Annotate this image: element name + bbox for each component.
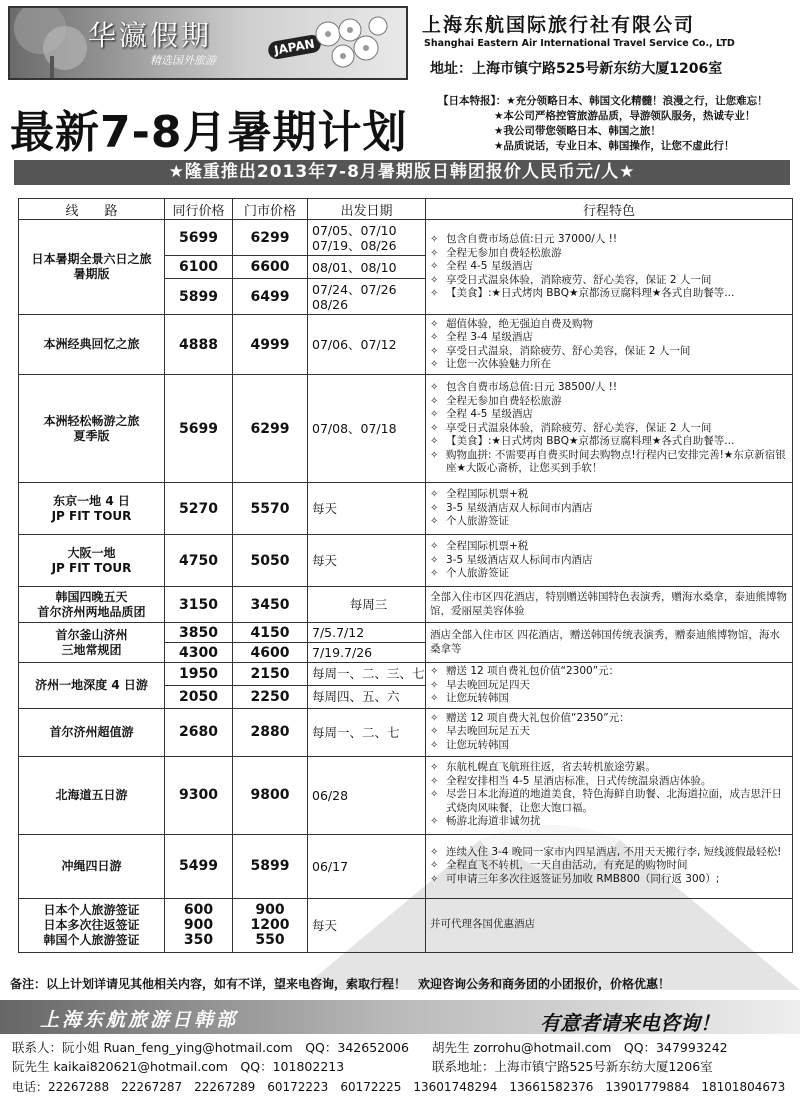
table-row xyxy=(19,834,793,898)
route-sub: 三地常规团 xyxy=(61,642,122,657)
title-row xyxy=(0,92,800,162)
retail-price: 6600 xyxy=(233,256,308,279)
route-cell xyxy=(19,220,165,315)
route-cell: 冲绳四日游 xyxy=(19,834,165,898)
retail-price: 5050 xyxy=(233,535,308,587)
call-us-text: 有意者请来电咨询！ xyxy=(540,1011,720,1035)
table-row xyxy=(19,220,793,256)
route-cell xyxy=(19,623,165,663)
departure-date: 每周一、二、七 xyxy=(308,708,426,756)
highlight-item: ✧ 早去晚回玩足五天 xyxy=(430,725,788,739)
route-name: 本洲轻松畅游之旅 xyxy=(43,413,140,428)
route-cell: 济州一地深度 4 日游 xyxy=(19,663,165,709)
highlight-item: ✧ 早去晚回玩足四天 xyxy=(430,679,788,693)
departure-date: 07/24、07/26 08/26 xyxy=(308,279,426,315)
retail-price: 4600 xyxy=(233,643,308,663)
route-cell: 首尔济州超值游 xyxy=(19,708,165,756)
highlight-item: ✧ 让您玩转韩国 xyxy=(430,692,788,706)
highlight-item: ✧ 【美食】:★日式烤肉 BBQ★京都汤豆腐料理★各式自助餐等... xyxy=(430,287,788,301)
table-row xyxy=(19,708,793,756)
highlight-item: ✧ 全程直飞不转机，一天自由活动，有充足的购物时间 xyxy=(430,859,788,873)
route-cell xyxy=(19,535,165,587)
trade-price: 4300 xyxy=(165,643,233,663)
logo-banner xyxy=(8,6,408,80)
col-retail-price: 门市价格 xyxy=(233,199,308,220)
route-cell xyxy=(19,483,165,535)
route-cell: 北海道五日游 xyxy=(19,756,165,834)
departure-date: 06/17 xyxy=(308,834,426,898)
col-trade-price: 同行价格 xyxy=(165,199,233,220)
col-route: 线 路 xyxy=(19,199,165,220)
highlight-item: ✧ 享受日式温泉体验，消除疲劳、舒心美容，保证 2 人一间 xyxy=(430,274,788,288)
highlight-item: ✧ 赠送 12 项自费大礼包价值“2350”元： xyxy=(430,712,788,726)
tour-price-table xyxy=(18,198,793,953)
route-sub: 暑期版 xyxy=(73,267,110,281)
highlight-item: ✧ 赠送 12 项自费礼包价值“2300”元： xyxy=(430,665,788,679)
logo-text: 华瀛假期 xyxy=(88,19,213,52)
highlight-item: ✧ 可申请三年多次往返签证另加收 RMB800（同行返 300）; xyxy=(430,873,788,887)
table-row xyxy=(19,663,793,686)
table-row xyxy=(19,535,793,587)
departure-date: 每周一、二、三、七 xyxy=(308,663,426,686)
route-sub: JP FIT TOUR xyxy=(51,508,132,523)
highlights-cell: 并可代理各国优惠酒店 xyxy=(426,898,793,952)
trade-price: 5270 xyxy=(165,483,233,535)
trade-price: 6100 xyxy=(165,256,233,279)
highlight-item: ✧ 【美食】:★日式烤肉 BBQ★京都汤豆腐料理★各式自助餐等... xyxy=(430,435,788,449)
highlight-item: ✧ 全程国际机票+税 xyxy=(430,540,788,554)
japan-badge: JAPAN xyxy=(267,34,322,61)
route-cell xyxy=(19,898,165,952)
retail-price: 6299 xyxy=(233,375,308,483)
footer-note: 备注：以上计划详请见其他相关内容，如有不详，望来电咨询，索取行程！ 欢迎咨询公务和商务团的小团报价，价格优惠！ xyxy=(10,977,671,991)
col-departure: 出发日期 xyxy=(308,199,426,220)
phone-list: 电话：22267288 22267287 22267289 60172223 60172225 13601748294 13661582376 13901779884 18101804673 xyxy=(12,1080,786,1094)
highlight-item: ✧ 全程无参加自费轻松旅游 xyxy=(430,247,788,261)
col-highlights: 行程特色 xyxy=(426,199,793,220)
company-name: 上海东航国际旅行社有限公司 xyxy=(422,14,696,36)
route-name: 韩国四晚五天 xyxy=(55,589,128,604)
highlight-item: ✧ 让您玩转韩国 xyxy=(430,739,788,753)
highlights-cell xyxy=(426,375,793,483)
page-title: 最新7-8月暑期计划 xyxy=(10,107,408,158)
company-name-en: Shanghai Eastern Air International Travel Service Co., LTD xyxy=(424,38,735,49)
trade-price: 1950 xyxy=(165,663,233,686)
retail-price: 3450 xyxy=(233,587,308,623)
contact-line: 联系人：阮小姐 Ruan_feng_ying@hotmail.com QQ：342652006 xyxy=(12,1040,409,1055)
trade-price: 4750 xyxy=(165,535,233,587)
departure-date: 08/01、08/10 xyxy=(308,256,426,279)
departure-date: 07/06、07/12 xyxy=(308,315,426,375)
retail-price: 4150 xyxy=(233,623,308,643)
retail-price: 9800 xyxy=(233,756,308,834)
contact-line: 胡先生 zorrohu@hotmail.com QQ：347993242 xyxy=(432,1040,728,1055)
feature-line: ★本公司严格控管旅游品质，导游领队服务，热诚专业！ xyxy=(494,110,756,122)
table-row xyxy=(19,483,793,535)
retail-price xyxy=(233,898,308,952)
departure-date: 7/19.7/26 xyxy=(308,643,426,663)
trade-price: 5499 xyxy=(165,834,233,898)
highlight-item: ✧ 个人旅游签证 xyxy=(430,567,788,581)
feature-line: ★我公司带您领略日本、韩国之旅！ xyxy=(494,125,661,137)
trade-price: 2050 xyxy=(165,685,233,708)
table-row xyxy=(19,898,793,952)
japan-feature-list xyxy=(438,94,768,154)
highlight-item: ✧ 3-5 星级酒店双人标间市内酒店 xyxy=(430,554,788,568)
contact-line: 阮先生 kaikai820621@hotmail.com QQ：101802213 xyxy=(12,1059,345,1074)
route-name: 韩国个人旅游签证 xyxy=(43,932,140,947)
trade-price: 3850 xyxy=(165,623,233,643)
retail-price: 6299 xyxy=(233,220,308,256)
highlights-cell: 酒店全部入住市区 四花酒店，赠送韩国传统表演秀，赠泰迪熊博物馆，海水桑拿等 xyxy=(426,623,793,663)
highlights-cell xyxy=(426,756,793,834)
highlight-item: ✧ 全程国际机票+税 xyxy=(430,488,788,502)
highlight-item: ✧ 3-5 星级酒店双人标间市内酒店 xyxy=(430,502,788,516)
trade-price xyxy=(165,898,233,952)
highlights-cell xyxy=(426,483,793,535)
route-name: 日本多次往返签证 xyxy=(43,917,140,932)
department-name: 上海东航旅游日韩部 xyxy=(40,1009,239,1031)
highlights-cell xyxy=(426,535,793,587)
price-value: 600 xyxy=(183,901,214,918)
contact-address: 联系地址：上海市镇宁路525号新东纺大厦1206室 xyxy=(432,1059,713,1074)
highlight-item: ✧ 连续入住 3-4 晚同一家市内四星酒店, 不用天天搬行李, 短线渡假最轻松! xyxy=(430,846,788,860)
route-cell xyxy=(19,587,165,623)
route-name: 日本个人旅游签证 xyxy=(43,902,140,917)
trade-price: 5699 xyxy=(165,375,233,483)
highlight-item: ✧ 购物血拼: 不需要再自费买时间去购物点!行程内已安排完善!★东京新宿银座★大阪心斋桥，让您买到手软！ xyxy=(430,449,788,476)
retail-price: 4999 xyxy=(233,315,308,375)
trade-price: 5899 xyxy=(165,279,233,315)
departure-date: 06/28 xyxy=(308,756,426,834)
logo-slogan: 精选国外旅游 xyxy=(150,54,216,67)
departure-date: 每天 xyxy=(308,483,426,535)
route-cell: 本洲经典回忆之旅 xyxy=(19,315,165,375)
highlight-item: ✧ 尽尝日本北海道的地道美食，特色海鲜自助餐、北海道拉面，成吉思汗日式烧肉风味餐，让您大饱口福。 xyxy=(430,788,788,815)
trade-price: 5699 xyxy=(165,220,233,256)
cherry-blossom-icon xyxy=(288,12,398,76)
departure-date: 7/5.7/12 xyxy=(308,623,426,643)
highlights-cell: 全部入住市区四花酒店，特别赠送韩国特色表演秀，赠海水桑拿，泰迪熊博物馆，爱丽屋美容体验 xyxy=(426,587,793,623)
highlight-item: ✧ 东航札幌直飞航班往返，省去转机旅途劳累。 xyxy=(430,761,788,775)
highlight-item: ✧ 全程安排相当 4-5 星酒店标准，日式传统温泉酒店体验。 xyxy=(430,775,788,789)
highlights-cell xyxy=(426,315,793,375)
retail-price: 2150 xyxy=(233,663,308,686)
table-header-row xyxy=(19,199,793,220)
trade-price: 9300 xyxy=(165,756,233,834)
highlight-item: ✧ 让您一次体验魅力所在 xyxy=(430,358,788,372)
retail-price: 6499 xyxy=(233,279,308,315)
departure-date: 每周四、五、六 xyxy=(308,685,426,708)
retail-price: 5899 xyxy=(233,834,308,898)
departure-date: 07/08、07/18 xyxy=(308,375,426,483)
highlights-cell xyxy=(426,834,793,898)
price-value: 550 xyxy=(255,931,285,948)
highlights-cell xyxy=(426,220,793,315)
highlights-cell xyxy=(426,663,793,709)
table-row xyxy=(19,623,793,643)
route-name: 大阪一地 xyxy=(67,545,116,560)
table-row xyxy=(19,756,793,834)
route-name: 首尔釜山济州 xyxy=(55,627,128,642)
highlight-item: ✧ 全程 3-4 星级酒店 xyxy=(430,331,788,345)
highlight-item: ✧ 超值体验，绝无强迫自费及购物 xyxy=(430,318,788,332)
price-value: 900 xyxy=(183,916,214,933)
highlights-cell xyxy=(426,708,793,756)
retail-price: 2880 xyxy=(233,708,308,756)
table-row xyxy=(19,375,793,483)
header xyxy=(0,0,800,90)
departure-date: 每天 xyxy=(308,535,426,587)
route-name: 日本暑期全景六日之旅 xyxy=(31,252,152,266)
route-sub: JP FIT TOUR xyxy=(51,560,132,575)
route-sub: 夏季版 xyxy=(73,428,110,443)
retail-price: 2250 xyxy=(233,685,308,708)
retail-price: 5570 xyxy=(233,483,308,535)
company-address: 地址：上海市镇宁路525号新东纺大厦1206室 xyxy=(430,61,723,77)
route-sub: 首尔济州两地品质团 xyxy=(37,604,146,619)
highlight-item: ✧ 包含自费市场总值:日元 37000/人 !! xyxy=(430,233,788,247)
highlight-item: ✧ 全程 4-5 星级酒店 xyxy=(430,408,788,422)
highlight-item: ✧ 享受日式温泉，消除疲劳、舒心美容，保证 2 人一间 xyxy=(430,345,788,359)
departure-date: 每周三 xyxy=(308,587,426,623)
departure-date: 07/05、07/10 07/19、08/26 xyxy=(308,220,426,256)
price-value: 350 xyxy=(183,931,214,948)
price-value: 1200 xyxy=(250,916,290,933)
route-name: 东京一地 4 日 xyxy=(53,493,130,508)
trade-price: 3150 xyxy=(165,587,233,623)
feature-line: ★品质说话，专业日本、韩国操作，让您不虚此行！ xyxy=(494,140,735,152)
route-cell xyxy=(19,375,165,483)
price-value: 900 xyxy=(255,901,285,918)
departure-date: 每天 xyxy=(308,898,426,952)
trade-price: 2680 xyxy=(165,708,233,756)
trade-price: 4888 xyxy=(165,315,233,375)
price-banner: ★隆重推出2013年7-8月暑期版日韩团报价人民币元/人★ xyxy=(14,160,790,185)
table-row xyxy=(19,587,793,623)
table-row xyxy=(19,315,793,375)
highlight-item: ✧ 包含自费市场总值:日元 38500/人 !! xyxy=(430,381,788,395)
feature-line: 【日本特报】：★充分领略日本、韩国文化精髓！浪漫之行，让您难忘！ xyxy=(438,95,768,107)
highlight-item: ✧ 全程 4-5 星级酒店 xyxy=(430,260,788,274)
highlight-item: ✧ 全程无参加自费轻松旅游 xyxy=(430,395,788,409)
highlight-item: ✧ 享受日式温泉体验，消除疲劳、舒心美容，保证 2 人一间 xyxy=(430,422,788,436)
highlight-item: ✧ 个人旅游签证 xyxy=(430,515,788,529)
highlight-item: ✧ 畅游北海道非诚勿扰 xyxy=(430,815,788,829)
